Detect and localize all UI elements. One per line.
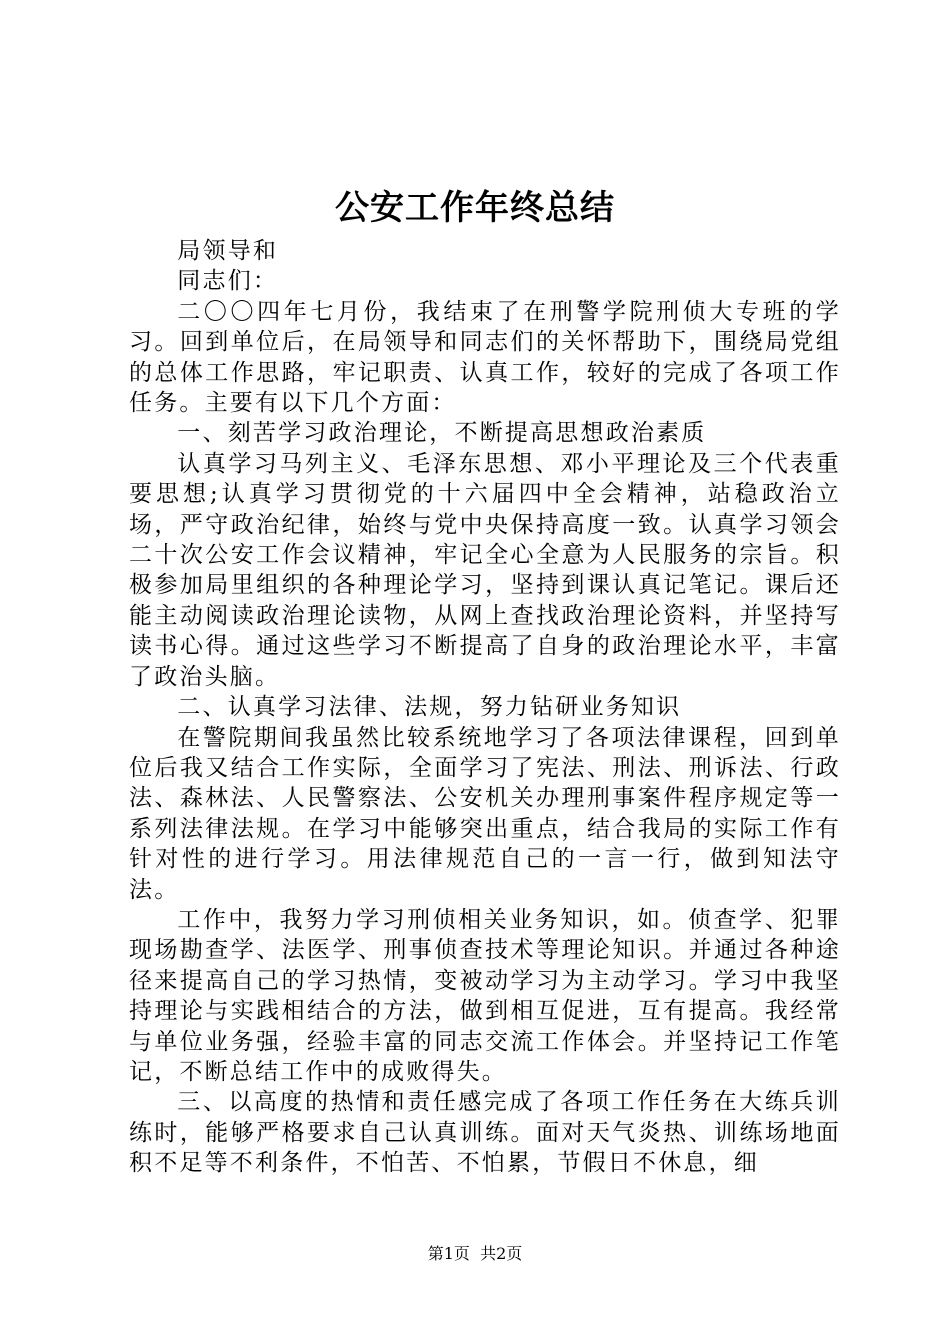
footer-total-unit: 页	[506, 1244, 523, 1263]
footer-page-unit: 页	[453, 1244, 470, 1263]
section-2-paragraph-1: 在警院期间我虽然比较系统地学习了各项法律课程，回到单位后我又结合工作实际，全面学习了宪法、刑法、刑诉法、行政法、森林法、人民警察法、公安机关办理刑事案件程序规定等一系列法律法规。在学习中能够突出重点，结合我局的实际工作有针对性的进行学习。用法律规范自己的一言一行，做到知法守法。	[129, 724, 841, 903]
salutation-line-1: 局领导和	[177, 238, 279, 264]
intro-paragraph: 二〇〇四年七月份，我结束了在刑警学院刑侦大专班的学习。回到单位后，在局领导和同志们的关怀帮助下，围绕局党组的总体工作思路，牢记职责、认真工作，较好的完成了各项工作任务。主要有以下几个方面：	[129, 298, 841, 417]
section-3-paragraph: 三、以高度的热情和责任感完成了各项工作任务在大练兵训练时，能够严格要求自己认真训练。面对天气炎热、训练场地面积不足等不利条件，不怕苦、不怕累，节假日不休息，细	[129, 1089, 841, 1177]
section-2-paragraph-2: 工作中，我努力学习刑侦相关业务知识，如。侦查学、犯罪现场勘查学、法医学、刑事侦查技术等理论知识。并通过各种途径来提高自己的学习热情，变被动学习为主动学习。学习中我坚持理论与实践相结合的方法，做到相互促进，互有提高。我经常与单位业务强，经验丰富的同志交流工作体会。并坚持记工作笔记，不断总结工作中的成败得失。	[129, 906, 841, 1085]
footer-total-prefix: 共	[480, 1244, 497, 1263]
footer-page-prefix: 第	[427, 1244, 444, 1263]
salutation-line-2: 同志们：	[177, 268, 279, 295]
footer-page-number: 1	[443, 1244, 454, 1263]
footer-total-pages: 2	[496, 1244, 507, 1263]
document-title: 公安工作年终总结	[335, 188, 615, 228]
section-heading-2: 二、认真学习法律、法规，努力钻研业务知识	[177, 694, 682, 721]
document-body	[129, 236, 841, 1179]
page-footer	[0, 1243, 950, 1265]
section-heading-1: 一、刻苦学习政治理论，不断提高思想政治素质	[177, 420, 707, 447]
section-1-paragraph: 认真学习马列主义、毛泽东思想、邓小平理论及三个代表重要思想;认真学习贯彻党的十六届四中全会精神，站稳政治立场，严守政治纪律，始终与党中央保持高度一致。认真学习领会二十次公安工作会议精神，牢记全心全意为人民服务的宗旨。积极参加局里组织的各种理论学习，坚持到课认真记笔记。课后还能主动阅读政治理论读物，从网上查找政治理论资料，并坚持写读书心得。通过这些学习不断提高了自身的政治理论水平，丰富了政治头脑。	[129, 450, 841, 690]
